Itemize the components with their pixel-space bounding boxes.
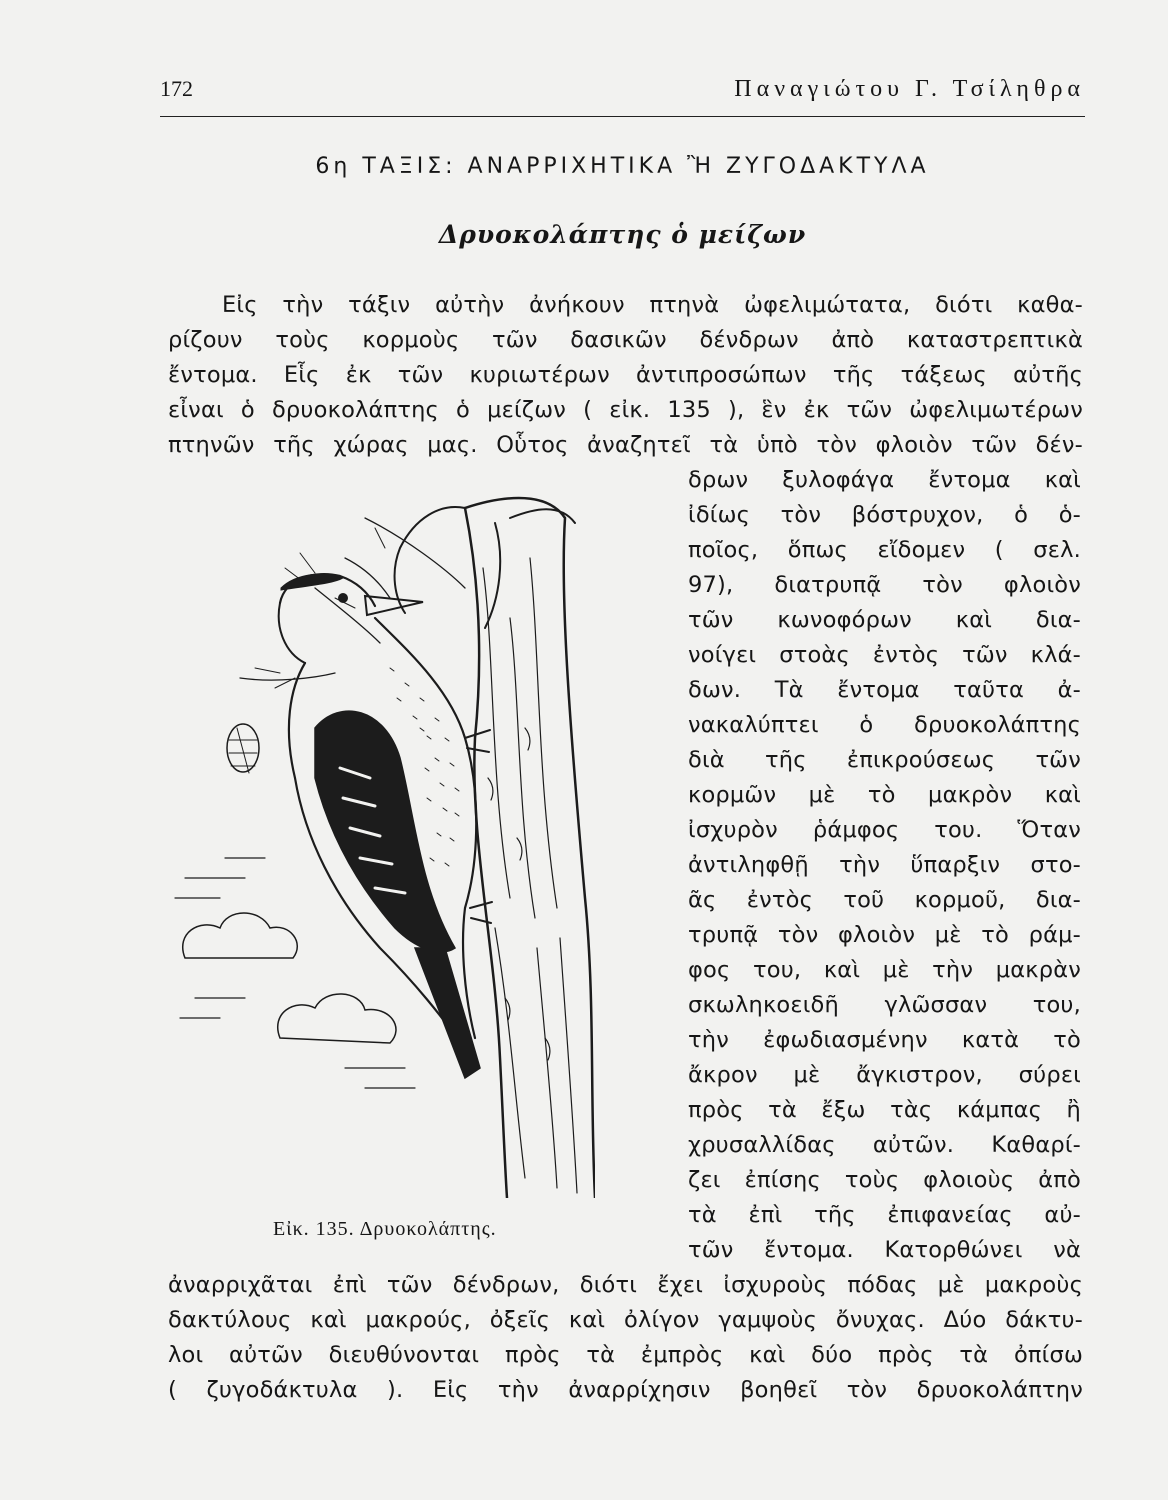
- body-line: δρων ξυλοφάγα ἔντομα καὶ: [688, 467, 1081, 493]
- figure-caption: Εἰκ. 135. Δρυοκολάπτης.: [273, 1218, 497, 1240]
- body-line: τῶν ἔντομα. Κατορθώνει νὰ: [688, 1237, 1081, 1263]
- body-line: πρὸς τὰ ἔξω τὰς κάμπας ἢ: [688, 1097, 1081, 1123]
- body-line: ἰσχυρὸν ῥάμφος του. Ὅταν: [688, 817, 1081, 843]
- page-header: [160, 76, 1085, 117]
- body-line: ( ζυγοδάκτυλα ). Εἰς τὴν ἀναρρίχησιν βοηθεῖ τὸν δρυοκολάπτην: [168, 1377, 1083, 1403]
- body-line: τρυπᾷ τὸν φλοιὸν μὲ τὸ ράμ-: [688, 922, 1081, 948]
- page-number: 172: [160, 76, 193, 101]
- body-line: ἄκρον μὲ ἄγκιστρον, σύρει: [688, 1062, 1081, 1088]
- body-line: ἰδίως τὸν βόστρυχον, ὁ ὁ-: [688, 502, 1081, 528]
- body-line: λοι αὐτῶν διευθύνονται πρὸς τὰ ἐμπρὸς καὶ δύο πρὸς τὰ ὀπίσω: [168, 1342, 1083, 1368]
- woodpecker-illustration: [165, 478, 595, 1198]
- body-line: νοίγει στοὰς ἐντὸς τῶν κλά-: [688, 642, 1081, 668]
- body-line: κορμῶν μὲ τὸ μακρὸν καὶ: [688, 782, 1081, 808]
- body-line: χρυσαλλίδας αὐτῶν. Καθαρί-: [688, 1132, 1081, 1158]
- running-head: Παναγιώτου Γ. Τσίληθρα: [734, 76, 1085, 102]
- body-line: ᾶς ἐντὸς τοῦ κορμοῦ, δια-: [688, 887, 1081, 913]
- body-line: ἀντιληφθῇ τὴν ὕπαρξιν στο-: [688, 852, 1081, 878]
- body-line: ζει ἐπίσης τοὺς φλοιοὺς ἀπὸ: [688, 1167, 1081, 1193]
- section-title: 6η ΤΑΞΙΣ: ΑΝΑΡΡΙΧΗΤΙΚΑ Ἢ ΖΥΓΟΔΑΚΤΥΛΑ: [315, 154, 930, 179]
- body-line: διὰ τῆς ἐπικρούσεως τῶν: [688, 747, 1081, 773]
- body-line: ἔντομα. Εἷς ἐκ τῶν κυριωτέρων ἀντιπροσώπων τῆς τάξεως αὐτῆς: [168, 362, 1083, 388]
- body-line: τὰ ἐπὶ τῆς ἐπιφανείας αὐ-: [688, 1202, 1081, 1228]
- species-subtitle: Δρυοκολάπτης ὁ μείζων: [438, 220, 807, 249]
- body-line: τῶν κωνοφόρων καὶ δια-: [688, 607, 1081, 633]
- body-line: Εἰς τὴν τάξιν αὐτὴν ἀνήκουν πτηνὰ ὠφελιμώτατα, διότι καθα-: [222, 292, 1083, 318]
- body-line: πτηνῶν τῆς χώρας μας. Οὗτος ἀναζητεῖ τὰ ὑπὸ τὸν φλοιὸν τῶν δέν-: [168, 432, 1083, 458]
- body-line: ἀναρριχᾶται ἐπὶ τῶν δένδρων, διότι ἔχει ἰσχυροὺς πόδας μὲ μακροὺς: [168, 1272, 1083, 1298]
- body-line: φος του, καὶ μὲ τὴν μακρὰν: [688, 957, 1081, 983]
- body-line: σκωληκοειδῆ γλῶσσαν του,: [688, 992, 1081, 1018]
- body-line: δων. Τὰ ἔντομα ταῦτα ἀ-: [688, 677, 1081, 703]
- body-line: ποῖος, ὅπως εἴδομεν ( σελ.: [688, 537, 1081, 563]
- body-line: νακαλύπτει ὁ δρυοκολάπτης: [688, 712, 1081, 738]
- body-line: εἶναι ὁ δρυοκολάπτης ὁ μείζων ( εἰκ. 135 ), ἓν ἐκ τῶν ὠφελιμωτέρων: [168, 397, 1083, 423]
- body-line: 97), διατρυπᾷ τὸν φλοιὸν: [688, 572, 1081, 598]
- body-line: δακτύλους καὶ μακρούς, ὀξεῖς καὶ ὀλίγον γαμψοὺς ὄνυχας. Δύο δάκτυ-: [168, 1307, 1083, 1333]
- body-line: τὴν ἐφωδιασμένην κατὰ τὸ: [688, 1027, 1081, 1053]
- body-line: ρίζουν τοὺς κορμοὺς τῶν δασικῶν δένδρων ἀπὸ καταστρεπτικὰ: [168, 327, 1083, 353]
